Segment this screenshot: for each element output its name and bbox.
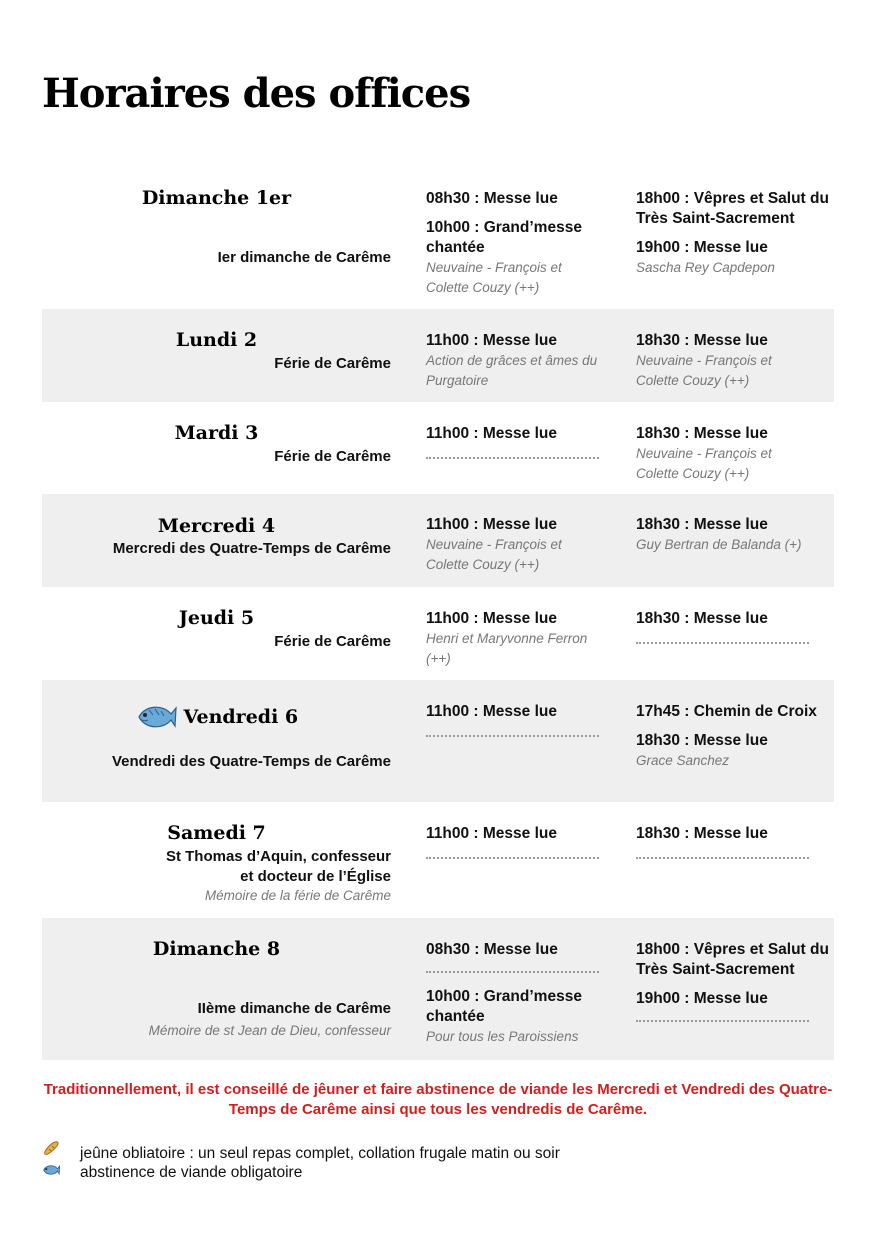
service-time: 18h30 : Messe lue: [636, 610, 768, 627]
feast-name: Vendredi des Quatre-Temps de Carême: [112, 753, 391, 770]
legend-item-fasting: [42, 1140, 560, 1163]
mass-intention: Grace Sanchez: [636, 753, 730, 768]
service-time: 18h00 : Vêpres et Salut du Très Saint-Sacrement: [636, 190, 829, 227]
blank-intention-line: [426, 970, 599, 973]
feast-commemoration: Mémoire de st Jean de Dieu, confesseur: [148, 1023, 391, 1038]
service-column-2: [636, 515, 806, 555]
service-column-2: [636, 824, 836, 859]
day-name-with-icon: [42, 702, 391, 732]
day-row-mercredi-4: [42, 494, 834, 587]
service-column-2: [636, 940, 836, 1031]
blank-intention-line: [636, 1019, 809, 1022]
day-name: Mercredi 4: [157, 515, 276, 537]
feast-name: Férie de Carême: [274, 355, 391, 372]
service-column-1: [426, 189, 626, 307]
service-column-1: [426, 515, 596, 575]
day-row-lundi-2: [42, 309, 834, 402]
mass-intention: Neuvaine - François et Colette Couzy (++): [636, 353, 772, 388]
service-time: 11h00 : Messe lue: [426, 516, 557, 533]
service-column-2: [636, 609, 836, 644]
mass-intention: Neuvaine - François et Colette Couzy (++): [426, 260, 562, 295]
service-column-2: [636, 331, 806, 391]
service-time: 10h00 : Grand’messe chantée: [426, 219, 582, 256]
service-column-1: [426, 702, 626, 737]
service-time: 18h30 : Messe lue: [636, 516, 768, 533]
service-column-2: [636, 702, 836, 780]
service-time: 08h30 : Messe lue: [426, 190, 558, 207]
feast-name: Férie de Carême: [274, 448, 391, 465]
service-column-1: [426, 940, 626, 1056]
day-row-samedi-7: [42, 802, 834, 918]
day-name: Mardi 3: [174, 422, 259, 444]
day-row-vendredi-6: [42, 680, 834, 802]
feast-name: Férie de Carême: [274, 633, 391, 650]
feast-name: IIème dimanche de Carême: [197, 1000, 391, 1017]
blank-intention-line: [636, 641, 809, 644]
mass-intention: Neuvaine - François et Colette Couzy (++): [636, 446, 772, 481]
service-time: 11h00 : Messe lue: [426, 425, 557, 442]
day-row-mardi-3: [42, 402, 834, 494]
legend-text: abstinence de viande obligatoire: [80, 1164, 303, 1181]
day-name: Jeudi 5: [178, 607, 255, 629]
legend-text: jeûne obliatoire : un seul repas complet, collation frugale matin ou soir: [80, 1145, 560, 1162]
fish-icon: [42, 1163, 60, 1177]
feast-name: Ier dimanche de Carême: [217, 249, 391, 266]
day-row-dimanche-1: [42, 175, 834, 309]
day-name: Lundi 2: [175, 329, 258, 351]
service-time: 18h30 : Messe lue: [636, 332, 768, 349]
service-column-2: [636, 189, 836, 287]
service-time: 11h00 : Messe lue: [426, 825, 557, 842]
service-time: 19h00 : Messe lue: [636, 239, 768, 256]
service-column-2: [636, 424, 806, 484]
day-name: Vendredi 6: [183, 706, 299, 728]
mass-intention: Sascha Rey Capdepon: [636, 260, 775, 275]
feast-name-line-2: et docteur de l’Église: [240, 868, 391, 885]
feast-commemoration: Mémoire de la férie de Carême: [204, 888, 391, 903]
service-time: 11h00 : Messe lue: [426, 332, 557, 349]
blank-intention-line: [636, 856, 809, 859]
day-row-dimanche-8: [42, 918, 834, 1060]
service-time: 18h30 : Messe lue: [636, 825, 768, 842]
mass-intention: Pour tous les Paroissiens: [426, 1029, 579, 1044]
mass-intention: Neuvaine - François et Colette Couzy (++): [426, 537, 562, 572]
mass-intention: Action de grâces et âmes du Purgatoire: [426, 353, 598, 388]
service-column-1: [426, 331, 606, 391]
day-row-jeudi-5: [42, 587, 834, 680]
service-time: 08h30 : Messe lue: [426, 941, 558, 958]
mass-intention: Guy Bertran de Balanda (+): [636, 537, 802, 552]
feast-name-line-1: St Thomas d’Aquin, confesseur: [165, 848, 391, 865]
bread-icon: [42, 1140, 60, 1158]
service-time: 11h00 : Messe lue: [426, 610, 557, 627]
blank-intention-line: [426, 856, 599, 859]
blank-intention-line: [426, 734, 599, 737]
blank-intention-line: [426, 456, 599, 459]
feast-name: Mercredi des Quatre-Temps de Carême: [112, 540, 391, 557]
fasting-note: Traditionnellement, il est conseillé de jêuner et faire abstinence de viande les Mercredi et Vendredi des Quatre-Temps de Carême ainsi que tous les vendredis de Carême.: [43, 1081, 833, 1118]
legend-item-abstinence: [42, 1163, 302, 1182]
page-title: Horaires des offices: [42, 70, 471, 117]
mass-intention: Henri et Maryvonne Ferron (++): [426, 631, 588, 666]
fish-icon: [135, 702, 177, 732]
day-name: Samedi 7: [167, 822, 266, 844]
day-name: Dimanche 1er: [141, 187, 292, 209]
service-time: 19h00 : Messe lue: [636, 990, 768, 1007]
service-column-1: [426, 424, 626, 459]
service-time: 10h00 : Grand’messe chantée: [426, 988, 582, 1025]
service-time: 11h00 : Messe lue: [426, 703, 557, 720]
service-column-1: [426, 609, 606, 669]
service-time: 18h30 : Messe lue: [636, 425, 768, 442]
day-name: Dimanche 8: [152, 938, 281, 960]
service-time: 18h00 : Vêpres et Salut du Très Saint-Sacrement: [636, 941, 829, 978]
service-time: 17h45 : Chemin de Croix: [636, 703, 817, 720]
service-time: 18h30 : Messe lue: [636, 732, 768, 749]
service-column-1: [426, 824, 626, 859]
